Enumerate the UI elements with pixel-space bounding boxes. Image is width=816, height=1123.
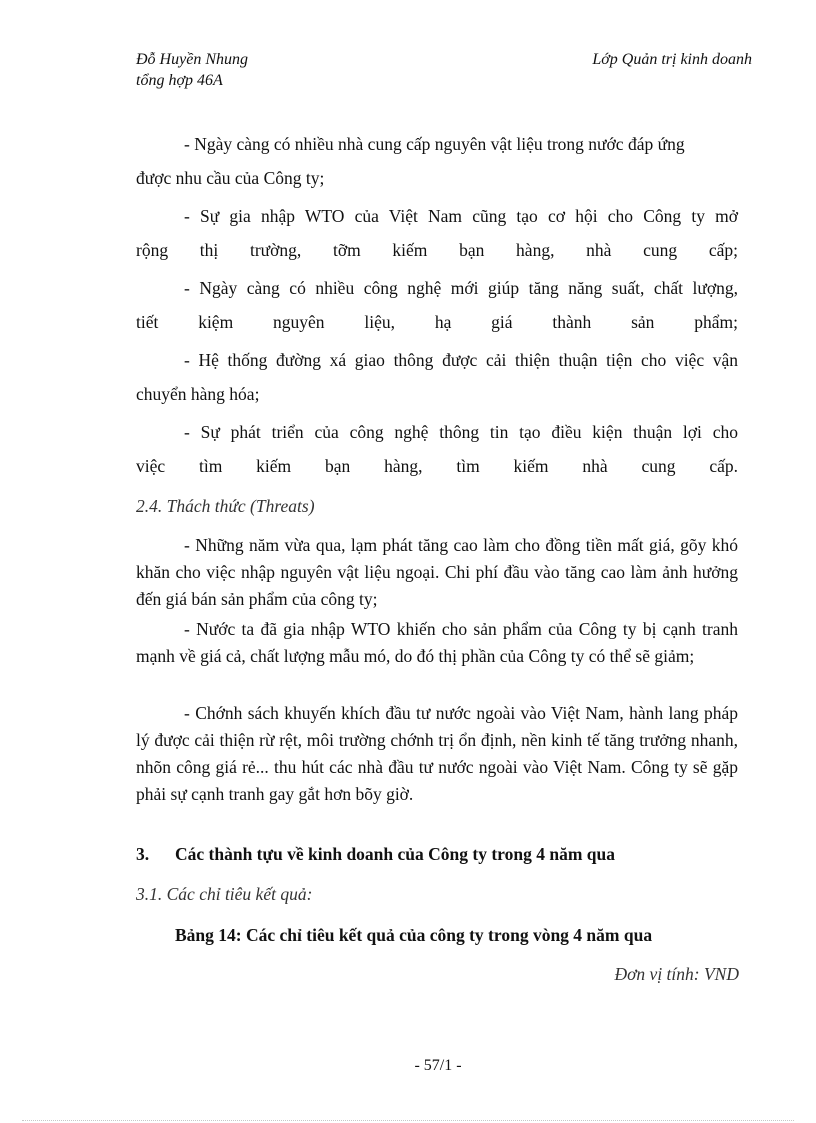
threats-heading: 2.4. Thách thức (Threats) <box>136 496 315 516</box>
opportunity-item <box>136 415 738 483</box>
opportunity-line: - Sự phát triển của công nghệ thông tin tạo điều kiện thuận lợi cho <box>184 422 738 442</box>
section-number: 3. <box>136 844 150 864</box>
threat-paragraph: - Nước ta đã gia nhập WTO khiến cho sản phẩm của Công ty bị cạnh tranh mạnh về giá cả, chất lượng mẫu mó, do đó thị phần của Công ty có thể sẽ giảm; <box>136 619 738 666</box>
threat-paragraph: - Những năm vừa qua, lạm phát tăng cao làm cho đồng tiền mất giá, gõy khó khăn cho việc nhập nguyên vật liệu ngoại. Chi phí đầu vào tăng cao làm ảnh hưởng đến giá bán sản phẩm của công ty; <box>136 535 738 609</box>
opportunity-line: - Hệ thống đường xá giao thông được cải thiện thuận tiện cho việc vận <box>184 350 738 370</box>
opportunity-line: được nhu cầu của Công ty; <box>136 168 325 188</box>
unit-note: Đơn vị tính: VND <box>614 964 739 984</box>
opportunity-line: - Sự gia nhập WTO của Việt Nam cũng tạo cơ hội cho Công ty mở <box>184 206 738 226</box>
opportunity-item <box>136 271 738 339</box>
page-number: - 57/1 - <box>414 1057 462 1074</box>
opportunity-line: tiết kiệm nguyên liệu, hạ giá thành sản phẩm; <box>136 312 738 332</box>
threat-paragraph: - Chớnh sách khuyến khích đầu tư nước ngoài vào Việt Nam, hành lang pháp lý được cải thiện rừ rệt, môi trường chớnh trị ổn định, nền kinh tế tăng trưởng nhanh, nhõn công giá rẻ... thu hút các nhà đầu tư nước ngoài vào Việt Nam. Công ty sẽ gặp phải sự cạnh tranh gay gắt hơn bõy giờ. <box>136 703 738 804</box>
opportunity-line: - Ngày càng có nhiều nhà cung cấp nguyên vật liệu trong nước đáp ứng <box>184 134 685 154</box>
opportunity-item <box>136 127 738 195</box>
table-caption: Bảng 14: Các chỉ tiêu kết quả của công ty trong vòng 4 năm qua <box>175 925 653 945</box>
opportunity-item <box>136 199 738 267</box>
header-author: Đỗ Huyền Nhung <box>136 51 248 68</box>
opportunity-line: việc tìm kiếm bạn hàng, tìm kiếm nhà cung cấp. <box>136 456 738 476</box>
section-title: Các thành tựu về kinh doanh của Công ty trong 4 năm qua <box>175 844 616 864</box>
header-class: tổng hợp 46A <box>136 72 223 89</box>
opportunity-line: rộng thị trường, tỡm kiếm bạn hàng, nhà cung cấp; <box>136 240 738 260</box>
subsection-heading: 3.1. Các chỉ tiêu kết quả: <box>136 884 313 904</box>
header-department: Lớp Quản trị kinh doanh <box>592 51 752 68</box>
footer-divider <box>22 1120 794 1121</box>
opportunity-line: chuyển hàng hóa; <box>136 384 260 404</box>
opportunity-item <box>136 343 738 411</box>
opportunity-line: - Ngày càng có nhiều công nghệ mới giúp tăng năng suất, chất lượng, <box>184 278 738 298</box>
